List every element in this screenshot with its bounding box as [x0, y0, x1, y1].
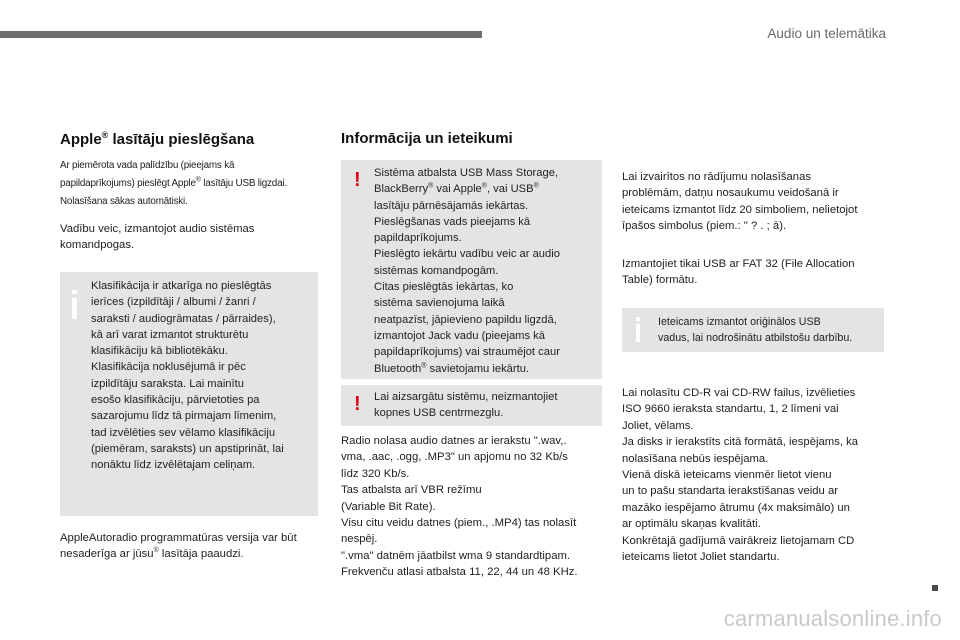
- text-line: Vienā diskā ieteicams vienmēr lietot vienu: [622, 469, 832, 482]
- text-line: BlackBerry® vai Apple®, vai USB®: [374, 182, 539, 196]
- text-line: papildaprīkojums.: [374, 232, 462, 245]
- text-line: Citas pieslēgtās iekārtas, ko: [374, 281, 514, 294]
- text-line: mazāko iespējamo ātrumu (4x maksimālo) un: [622, 501, 850, 514]
- text-line: klasifikāciju kā bibliotēkāku.: [91, 345, 228, 358]
- info-icon-dot: [72, 290, 77, 294]
- text-line: Tas atbalsta arī VBR režīmu: [341, 484, 482, 497]
- text-line: ISO 9660 ieraksta standartu, 1, 2 līmeni vai: [622, 403, 839, 416]
- warning-icon: !: [354, 393, 361, 415]
- text-line: kā arī varat izmantot strukturētu: [91, 328, 249, 341]
- text-line: nespēj.: [341, 533, 378, 546]
- text-line: nolasīšana nebūs iespējama.: [622, 452, 769, 465]
- header-bar: [0, 31, 482, 38]
- text-line: Ar piemērota vada palīdzību (pieejams kā: [60, 160, 235, 171]
- text-line: izmantojot Jack vadu (pieejams kā: [374, 329, 545, 342]
- text-line: Izmantojiet tikai USB ar FAT 32 (File Allocation: [622, 258, 855, 270]
- filename-advice: [622, 169, 857, 235]
- text-line: nonāktu līdz izvēlētajam celiņam.: [91, 459, 256, 472]
- text-line: ieteicams lietot Joliet standartu.: [622, 551, 780, 564]
- cd-format-advice: [622, 385, 858, 565]
- text-line: vma, .aac, .ogg, .MP3" un apjomu no 32 Kb/s: [341, 451, 568, 464]
- text-line: esošo klasifikāciju, pārvietoties pa: [91, 394, 260, 407]
- text-line: Lai nolasītu CD-R vai CD-RW failus, izvēlieties: [622, 387, 856, 399]
- info-icon: [636, 324, 640, 342]
- page-marker: [932, 585, 938, 591]
- text-line: kopnes USB centrmezglu.: [374, 407, 504, 420]
- apple-footer-text: [60, 530, 297, 563]
- text-line: Konkrētajā gadījumā vairākreiz lietojamam CD: [622, 534, 855, 547]
- hub-warning-text: [374, 389, 557, 422]
- text-line: Radio nolasa audio datnes ar ierakstu ".wav,.: [341, 435, 567, 447]
- watermark: carmanualsonline.info: [723, 606, 942, 631]
- text-line: papildaprīkojums) vai straumējot caur: [374, 346, 560, 359]
- info-icon: [72, 298, 77, 319]
- text-line: Klasifikācija noklusējumā ir pēc: [91, 361, 246, 374]
- info-icon-dot: [636, 317, 640, 321]
- text-line: Pieslēgšanas vads pieejams kā: [374, 215, 531, 228]
- text-line: Vadību veic, izmantojot audio sistēmas: [60, 223, 255, 235]
- info-heading: Informācija un ieteikumi: [341, 130, 513, 147]
- text-line: ierīces (izpildītāji / albumi / žanri /: [91, 296, 256, 309]
- text-line: tad izvēlēties sev vēlamo klasifikāciju: [91, 426, 276, 439]
- text-line: lasītāju pārnēsājamās iekārtas.: [374, 199, 529, 212]
- text-line: Ja disks ir ierakstīts citā formātā, iespējams, ka: [622, 436, 859, 449]
- text-line: Frekvenču atlasi atbalsta 11, 22, 44 un 48 KHz.: [341, 566, 578, 579]
- text-line: Joliet, vēlams.: [622, 419, 694, 432]
- text-line: Pieslēgto iekārtu vadību veic ar audio: [374, 248, 560, 261]
- text-line: Klasifikācija ir atkarīga no pieslēgtās: [91, 280, 272, 292]
- text-line: (Variable Bit Rate).: [341, 500, 436, 513]
- apple-intro: [60, 157, 287, 212]
- chapter-title: Audio un telemātika: [767, 26, 886, 41]
- usb-cable-info-box: [622, 308, 884, 352]
- text-line: ieteicams izmantot līdz 20 simboliem, nelietojot: [622, 203, 858, 216]
- apple-control-text: [60, 221, 254, 254]
- text-line: (piemēram, saraksts) un apstiprināt, lai: [91, 442, 284, 455]
- text-line: komandpogas.: [60, 239, 135, 252]
- text-line: problēmām, datņu nosaukumu veidošanā ir: [622, 187, 839, 200]
- apple-info-box: [60, 272, 318, 516]
- apple-heading: Apple® lasītāju pieslēgšana: [60, 130, 255, 148]
- text-line: Visu citu veidu datnes (piem., .MP4) tas nolasīt: [341, 517, 577, 530]
- hub-warning-box: [341, 385, 602, 426]
- text-line: AppleAutoradio programmatūras versija var būt: [60, 532, 297, 544]
- text-line: Bluetooth® savietojamu iekārtu.: [374, 361, 530, 375]
- text-line: neatpazīst, jāpievieno papildu ligzdā,: [374, 313, 557, 326]
- text-line: Lai izvairītos no rādījumu nolasīšanas: [622, 171, 812, 183]
- text-line: un to pašu standarta ierakstīšanas veidu ar: [622, 485, 839, 498]
- text-line: līdz 320 Kb/s.: [341, 467, 410, 480]
- text-line: īpašos simbolus (piem.: " ? . ; ā).: [622, 220, 787, 233]
- text-line: Lai aizsargātu sistēmu, neizmantojiet: [374, 391, 558, 403]
- text-line: ar optimālu skaņas kvalitāti.: [622, 518, 761, 531]
- text-line: saraksti / audiogrāmatas / pārraides),: [91, 312, 276, 325]
- usb-warning-text: [374, 165, 560, 377]
- text-line: sistēmas komandpogām.: [374, 264, 499, 277]
- text-line: ".vma" datnēm jāatbilst wma 9 standardtipam.: [341, 549, 571, 562]
- text-line: Table) formātu.: [622, 274, 698, 287]
- text-line: izpildītāju saraksta. Lai mainītu: [91, 377, 244, 390]
- fat32-advice: [622, 256, 855, 289]
- text-line: sistēma savienojuma laikā: [374, 297, 505, 310]
- text-line: sazarojumu līdz tā pirmajam līmenim,: [91, 410, 277, 423]
- usb-warning-box: [341, 160, 602, 379]
- radio-formats-text: [341, 433, 578, 581]
- text-line: Ieteicams izmantot oriģinālos USB: [658, 316, 821, 328]
- text-line: Sistēma atbalsta USB Mass Storage,: [374, 167, 559, 179]
- apple-info-text: [91, 278, 284, 474]
- usb-cable-info-text: [658, 314, 852, 347]
- text-line: nesaderīga ar jūsu® lasītāja paaudzi.: [60, 547, 244, 561]
- warning-icon: !: [354, 169, 361, 191]
- text-line: papildaprīkojums) pieslēgt Apple® lasītāju USB ligzdai.: [60, 176, 287, 190]
- text-line: vadus, lai nodrošinātu atbilstošu darbību.: [658, 332, 853, 345]
- text-line: Nolasīšana sākas automātiski.: [60, 196, 188, 208]
